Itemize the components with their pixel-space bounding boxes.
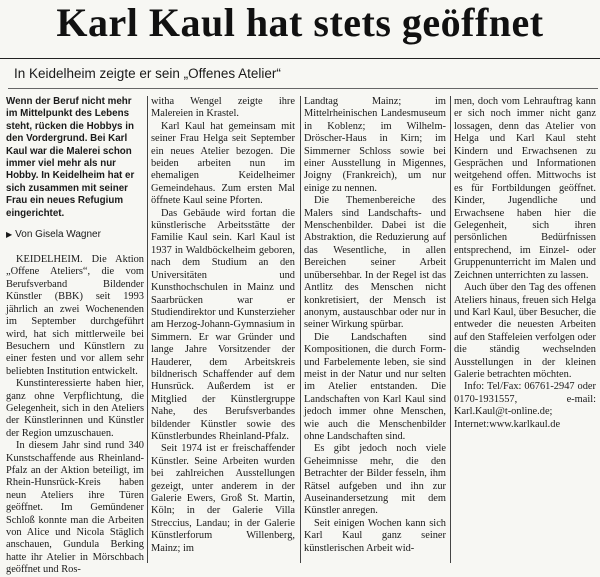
column-divider bbox=[450, 96, 451, 563]
paragraph: In diesem Jahr sind rund 340 Kunstschaffende aus Rheinland-Pfalz an der Aktion beteiligt, im Rhein-Hunsrück-Kreis haben neun Ateliers ihre Türen geöffnet. Im Gemündener Schloß konnte man die Arbeiten von Alice und Nicola Stäglich anschauen, Gundula Berking hatte ihr Atelier in Mörschbach geöffnet und Ros- bbox=[6, 440, 144, 576]
paragraph: Es gibt jedoch noch viele Geheimnisse mehr, die den Betrachter der Bilder fesseln, ihm Rätsel aufgeben und ihn zur Auseinandersetzung mit dem Künstler anregen. bbox=[304, 443, 446, 517]
paragraph: Auch über den Tag des offenen Ateliers hinaus, freuen sich Helga und Karl Kaul, über Besucher, die entweder die neuesten Arbeiten auf den Staffeleien verfolgen oder die ständig wechselnden Ausstellungen in der kleinen Galerie betrachten möchten. bbox=[454, 282, 596, 380]
byline bbox=[6, 228, 144, 242]
paragraph: Seit einigen Wochen kann sich Karl Kaul ganz seiner künstlerischen Arbeit wid- bbox=[304, 517, 446, 554]
column-4 bbox=[454, 96, 596, 563]
column-3 bbox=[304, 96, 446, 563]
intro-paragraph: Wenn der Beruf nicht mehr im Mittelpunkt des Lebens steht, rücken die Hobbys in den Vordergrund. Bei Karl Kaul war die Malerei schon immer viel mehr als nur Hobby. In Keidelheim hat er sich zusammen mit seiner Frau ein neues Refugium eingerichtet. bbox=[6, 96, 135, 219]
triangle-icon: ▶ bbox=[6, 230, 13, 240]
paragraph: Kunstinteressierte haben hier, ganz ohne Verpflichtung, die Gelegenheit, sich in den Ateliers der Künstlerinnen und Künstler der Region umzuschauen. bbox=[6, 378, 144, 439]
paragraph: Die Themenbereiche des Malers sind Landschafts- und Menschenbilder. Dabei ist die Abstraktion, die Reduzierung auf das Wesentliche, in allen Bereichen seiner Arbeit unübersehbar. In der Regel ist das Antlitz des Menschen nicht konkretisiert, der Mensch ist anonym, austauschbar oder nur in seiner Wirkung spürbar. bbox=[304, 195, 446, 331]
paragraph: KEIDELHEIM. Die Aktion „Offene Ateliers“, die vom Berufsverband Bildender Künstler (BBK) seit 1993 jährlich an zwei Wochenenden im September durchgeführt wird, hat sich mittlerweile bei Besuchern und Künstlern zu einer festen und vor allem sehr beliebten Institution entwickelt. bbox=[6, 254, 144, 377]
paragraph: witha Wengel zeigte ihre Malereien in Krastel. bbox=[151, 96, 295, 120]
author: Von Gisela Wagner bbox=[15, 229, 101, 241]
paragraph: Landtag Mainz; im Mittelrheinischen Landesmuseum in Koblenz; im Wilhelm-Dröscher-Haus in Kirn; im Simmerner Schloss sowie bei einer Ausstellung in Migennes, Joigny (Frankreich), um nur einige zu nennen. bbox=[304, 96, 446, 194]
paragraph: Die Landschaften sind Kompositionen, die durch Form- und Farbelemente leben, sie sind meist in der Natur und nur selten im Atelier entstanden. Die Landschaften von Karl Kaul sind jedoch immer ohne Menschen, wie auch die Menschenbilder ohne Landschaften sind. bbox=[304, 331, 446, 442]
column-divider bbox=[147, 96, 148, 563]
contact-info: Info: Tel/Fax: 06761-2947 oder 0170-1931557, e-mail: Karl.Kaul@t-online.de; Internet:www.karlkaul.de bbox=[454, 381, 596, 430]
kicker: In Keidelheim zeigte er sein „Offenes Atelier“ bbox=[14, 66, 281, 81]
column-2 bbox=[151, 96, 295, 563]
paragraph: Karl Kaul hat gemeinsam mit seiner Frau Helga seit September ein neues Atelier bezogen. Die beiden arbeiten nun im ehemaligen Keidelheimer Gemeindehaus. Zum ersten Mal öffnete Kaul seine Pforten. bbox=[151, 120, 295, 207]
paragraph: men, doch vom Lehrauftrag kann er sich noch immer nicht ganz lossagen, denn das Atelier von Helga und Karl Kaul steht Kindern und Erwachsenen zu Gesprächen und Informationen weitgehend offen. Mittwochs ist es für Fortbildungen geöffnet. Kinder, Jugendliche und Erwachsene haben hier die Gelegenheit, sich ihren persönlichen Bedürfnissen entsprechend, im Einzel- oder Gruppenunterricht im Malen und Zeichnen unterrichten zu lassen. bbox=[454, 96, 596, 281]
column-1 bbox=[6, 96, 144, 576]
column-divider bbox=[300, 96, 301, 563]
headline: Karl Kaul hat stets geöffnet bbox=[56, 0, 544, 45]
headline-rule bbox=[0, 58, 600, 59]
paragraph: Seit 1974 ist er freischaffender Künstler. Seine Arbeiten wurden bei zahlreichen Ausstellungen gezeigt, unter anderem in der Galerie Ewers, Groß St. Martin, Köln; in der Galerie Villa Streccius, Landau; in der Galerie Künstlerforum Willenberg, Mainz; im bbox=[151, 443, 295, 554]
paragraph: Das Gebäude wird fortan die künstlerische Arbeitsstätte der Familie Kaul sein. Karl Kaul ist 1937 in Waldböckelheim geboren, nach dem Studium an den Universitäten und Kunsthochschulen in Mainz und Saarbrücken war er Studiendirektor und Kunsterzieher am Herzog-Johann-Gymnasium in Simmern. Er war Gründer und lange Jahre Vorsitzender der Hauderer, dem Arbeitskreis bildnerisch Schaffender auf dem Hunsrück. Außerdem ist er Mitglied der Künstlergruppe Nahe, des Berufsverbandes bildender Künstler sowie des Künstlerbundes Rheinland-Pfalz. bbox=[151, 207, 295, 442]
kicker-rule bbox=[8, 88, 598, 89]
